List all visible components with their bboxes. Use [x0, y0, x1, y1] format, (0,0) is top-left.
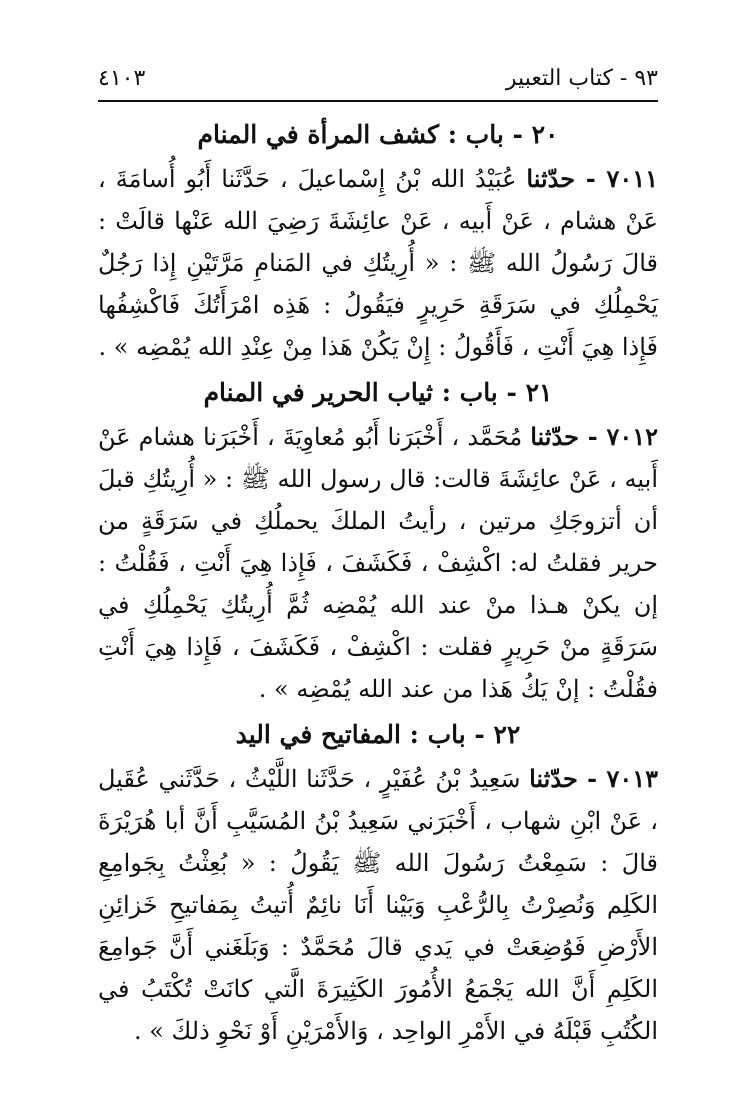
hadith-number: ٧٠١٢: [606, 422, 658, 451]
hadith-7013: ٧٠١٣ - حدّثنا سَعِيدُ بْنُ عُفَيْرٍ ، حَدَّثَنا اللَّيْثُ ، حَدَّثَني عُقَيل ، عَنْ ابْنِ شهاب ، أَخْبَرَني سَعِيدُ بْنُ المُسَيَّبِ أَنَّ أبا هُرَيْرَةَ قالَ : سَمِعْتُ رَسُولَ الله ﷺ يَقُولُ : « بُعِثْتُ بِجَوامِعِ الكَلِم وَنُصِرْتُ بِالرُّعْبِ وَبَيْنا أَنَا نائِمٌ أُتيتُ بِمَفاتيحِ خَزائِنِ الأَرْضِ فَوُضِعَتْ في يَدي قالَ مُحَمَّدٌ : وَبَلَغَني أَنَّ جَوامِعَ الكَلِمِ أَنَّ الله يَجْمَعُ الأُمُورَ الكَثِيرَةَ الَّتي كانَتْ تُكْتَبُ في الكُتُبِ قَبْلَهُ في الأَمْرِ الواحِد ، وَالأَمْرَيْنِ أَوْ نَحْوِ ذلكَ » .: [98, 764, 658, 1045]
hadith-text: سَعِيدُ بْنُ عُفَيْرٍ ، حَدَّثَنا اللَّيْثُ ، حَدَّثَني عُقَيل ، عَنْ ابْنِ شهاب ، أَخْبَرَني سَعِيدُ بْنُ المُسَيَّبِ أَنَّ أبا هُرَيْرَةَ قالَ : سَمِعْتُ رَسُولَ الله ﷺ يَقُولُ : « بُعِثْتُ بِجَوامِعِ الكَلِم وَنُصِرْتُ بِالرُّعْبِ وَبَيْنا أَنَا نائِمٌ أُتيتُ بِمَفاتيحِ خَزائِنِ الأَرْضِ فَوُضِعَتْ في يَدي قالَ مُحَمَّدٌ : وَبَلَغَني أَنَّ جَوامِعَ الكَلِمِ أَنَّ الله يَجْمَعُ الأُمُورَ الكَثِيرَةَ الَّتي كانَتْ تُكْتَبُ في الكُتُبِ قَبْلَهُ في الأَمْرِ الواحِد ، وَالأَمْرَيْنِ أَوْ نَحْوِ ذلكَ » .: [98, 765, 658, 1045]
hadith-lead: حدّثنا: [529, 764, 578, 793]
chapter-title-21: ٢١ - باب : ثياب الحرير في المنام: [203, 378, 553, 407]
chapter-title-22: ٢٢ - باب : المفاتيح في اليد: [235, 720, 521, 749]
hadith-7012: ٧٠١٢ - حدّثنا مُحَمَّد ، أَخْبَرَنا أَبُو مُعاوِيَةَ ، أَخْبَرَنا هشام عَنْ أَبيه ، عَنْ عائِشَةَ قالت: قال رسول الله ﷺ : « أُرِيتُكِ قبلَ أن أتزوجَكِ مرتين ، رأيتُ الملكَ يحملُكِ في سَرَقَةٍ من حرير فقلتُ له: اكْشِفْ ، فَكَشَفَ ، فَإِذا هِيَ أَنْتِ ، فَقُلْتُ : إن يكنْ هـذا منْ عند الله يُمْضِه ثُمَّ أُرِيتُكِ يَحْمِلُكِ في سَرَقَةٍ منْ حَرِيرٍ فقلت : اكْشِفْ ، فَكَشَفَ ، فَإِذا هِيَ أَنْتِ فقُلْتُ : إنْ يَكُ هَذا من عند الله يُمْضِه » .: [98, 422, 658, 703]
hadith-number: ٧٠١١: [606, 164, 658, 193]
hadith-lead: حدّثنا: [526, 164, 576, 193]
page-header: [98, 60, 658, 96]
hadith-7011: ٧٠١١ - حدّثنا عُبَيْدُ الله بْنُ إِسْماعيلَ ، حَدَّثَنا أَبُو أُسامَةَ ، عَنْ هشام ، عَنْ أَبيه ، عَنْ عائِشَةَ رَضِيَ الله عَنْها قالَتْ : قالَ رَسُولُ الله ﷺ : « أُرِيتُكِ في المَنامِ مَرَّتَيْنِ إِذا رَجُلٌ يَحْمِلُكِ في سَرَقَةِ حَرِيرٍ فيَقُولُ : هَذِه امْرَأَتُكَ فَاكْشِفُها فَإِذا هِيَ أَنْتِ ، فَأَقُولُ : إِنْ يَكُنْ هَذا مِنْ عِنْدِ الله يُمْضِه » .: [98, 164, 658, 361]
page-number: ٤١٠٣: [98, 65, 146, 91]
hadith-text: مُحَمَّد ، أَخْبَرَنا أَبُو مُعاوِيَةَ ، أَخْبَرَنا هشام عَنْ أَبيه ، عَنْ عائِشَةَ قالت: قال رسول الله ﷺ : « أُرِيتُكِ قبلَ أن أتزوجَكِ مرتين ، رأيتُ الملكَ يحملُكِ في سَرَقَةٍ من حرير فقلتُ له: اكْشِفْ ، فَكَشَفَ ، فَإِذا هِيَ أَنْتِ ، فَقُلْتُ : إن يكنْ هـذا منْ عند الله يُمْضِه ثُمَّ أُرِيتُكِ يَحْمِلُكِ في سَرَقَةٍ منْ حَرِيرٍ فقلت : اكْشِفْ ، فَكَشَفَ ، فَإِذا هِيَ أَنْتِ فقُلْتُ : إنْ يَكُ هَذا من عند الله يُمْضِه » .: [98, 423, 658, 703]
document-body: [98, 110, 658, 1052]
hadith-text: عُبَيْدُ الله بْنُ إِسْماعيلَ ، حَدَّثَنا أَبُو أُسامَةَ ، عَنْ هشام ، عَنْ أَبيه ، عَنْ عائِشَةَ رَضِيَ الله عَنْها قالَتْ : قالَ رَسُولُ الله ﷺ : « أُرِيتُكِ في المَنامِ مَرَّتَيْنِ إِذا رَجُلٌ يَحْمِلُكِ في سَرَقَةِ حَرِيرٍ فيَقُولُ : هَذِه امْرَأَتُكَ فَاكْشِفُها فَإِذا هِيَ أَنْتِ ، فَأَقُولُ : إِنْ يَكُنْ هَذا مِنْ عِنْدِ الله يُمْضِه » .: [98, 165, 658, 361]
hadith-number: ٧٠١٣: [606, 764, 658, 793]
hadith-lead: حدّثنا: [530, 422, 579, 451]
header-rule: [98, 100, 658, 102]
running-title: ٩٣ - كتاب التعبير: [505, 65, 658, 91]
chapter-title-20: ٢٠ - باب : كشف المرأة في المنام: [197, 120, 559, 149]
